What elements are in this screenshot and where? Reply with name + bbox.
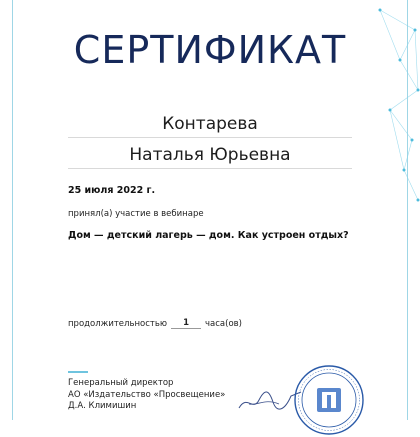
participation-text: принял(а) участие в вебинаре <box>68 209 204 219</box>
event-date: 25 июля 2022 г. <box>68 185 156 196</box>
signer-block <box>68 378 225 413</box>
publisher-seal-icon <box>292 363 366 437</box>
signer-position: Генеральный директор <box>68 378 174 388</box>
certificate-title: СЕРТИФИКАТ <box>73 28 347 72</box>
webinar-title: Дом — детский лагерь — дом. Как устроен отдых? <box>68 230 349 241</box>
signer-organization: АО «Издательство «Просвещение» <box>68 389 226 400</box>
duration-line <box>68 318 242 329</box>
recipient-given-names: Наталья Юрьевна <box>68 145 352 169</box>
duration-suffix: часа(ов) <box>205 319 242 329</box>
signer-accent-line <box>68 371 88 373</box>
signer-name: Д.А. Климишин <box>68 401 137 411</box>
duration-value: 1 <box>171 318 201 329</box>
recipient-surname: Контарева <box>68 114 352 138</box>
duration-prefix: продолжительностью <box>68 319 168 329</box>
